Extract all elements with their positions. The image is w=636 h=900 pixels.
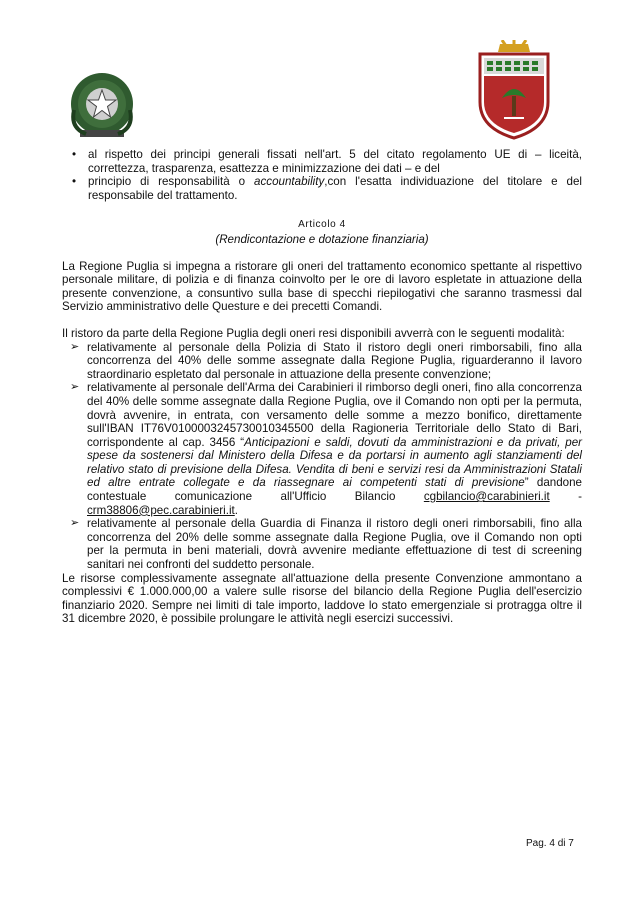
bullet-icon: • bbox=[72, 148, 77, 161]
bullet-text-c: ,con l'esatta individuazione del titolare e del responsabile del trattamento. bbox=[88, 175, 582, 202]
bullet-item bbox=[62, 175, 582, 202]
bullet-item bbox=[62, 148, 582, 175]
carabinieri-text-italic: Anticipazioni e saldi, dovuti da amministrazioni e da privati, per spese da sostenersi dal Ministero della Difesa e da portarsi in aumento agli stanziamenti del relativo stato di previsione della Difesa. Vendita di beni e servizi resi da Amministrazioni Statali ed altre entrate collegate e da riassegnare ai competenti stati di previsione bbox=[87, 435, 583, 490]
arrow-bullet-icon: ➢ bbox=[70, 381, 80, 394]
paragraph-modalita: Il ristoro da parte della Regione Puglia degli oneri resi disponibili avverrà con le seguenti modalità: bbox=[62, 326, 565, 340]
list-item-carabinieri bbox=[62, 381, 582, 517]
list-item-polizia bbox=[62, 341, 582, 382]
regione-puglia-emblem bbox=[474, 40, 554, 140]
email-link-pec[interactable]: crm38806@pec.carabinieri.it bbox=[87, 503, 235, 517]
page-number: Pag. 4 di 7 bbox=[526, 838, 574, 849]
paragraph-ristoro: La Regione Puglia si impegna a ristorare gli oneri del trattamento economico spettante al rispettivo personale militare, di polizia e di finanza coinvolto per le ore di lavoro espletate in attuazione della presente convenzione, a consuntivo sulla base di specchi riepilogativi che saranno trasmessi dal Servizio amministrativo delle Questure e dei precetti Comandi. bbox=[62, 259, 582, 314]
italian-republic-emblem bbox=[66, 70, 138, 142]
finanza-text: relativamente al personale della Guardia di Finanza il ristoro degli oneri rimborsabili, fino alla concorrenza del 20% delle somme assegnate dalla Regione Puglia, ove il Comando non opti per la permuta in beni materiali, dovrà avvenire mediante effettuazione di test di screening sanitari nei confronti del suddetto personale. bbox=[87, 517, 582, 572]
carabinieri-text-e: . bbox=[234, 503, 238, 517]
bullet-text: al rispetto dei principi generali fissati nell'art. 5 del citato regolamento UE di – liceità, correttezza, trasparenza, esattezza e minimizzazione dei dati – e del bbox=[88, 148, 582, 175]
carabinieri-text-d: - bbox=[549, 490, 582, 504]
carabinieri-text-c: ” dandone contestuale comunicazione all'Ufficio Bilancio bbox=[87, 476, 583, 504]
polizia-text: relativamente al personale della Polizia di Stato il ristoro degli oneri rimborsabili, fino alla concorrenza del 40% delle somme assegnate dalla Regione Puglia, riguarderanno il lavoro straordinario espletato dal personale in attuazione della presente convenzione; bbox=[87, 340, 582, 381]
article-title: Articolo 4 bbox=[298, 219, 346, 231]
page-body bbox=[62, 148, 582, 626]
arrow-bullet-icon: ➢ bbox=[70, 517, 80, 530]
paragraph-risorse: Le risorse complessivamente assegnate all'attuazione della presente Convenzione ammontano a complessivi € 1.000.000,00 a valere sulle risorse del bilancio della Regione Puglia dell'esercizio finanziario 2020. Sempre nei limiti di tale importo, laddove lo stato emergenziale si protragga oltre il 31 dicembre 2020, è possibile prolungare le attività negli esercizi successivi. bbox=[62, 571, 582, 626]
article-subtitle: (Rendicontazione e dotazione finanziaria) bbox=[215, 232, 429, 246]
arrow-bullet-icon: ➢ bbox=[70, 340, 80, 353]
bullet-text-a: principio di responsabilità o bbox=[88, 175, 255, 189]
bullet-text-accountability: accountability bbox=[254, 175, 325, 189]
list-item-finanza bbox=[62, 517, 582, 571]
carabinieri-text-a: relativamente al personale dell'Arma dei Carabinieri il rimborso degli oneri, fino alla concorrenza del 40% delle somme assegnate dalla Regione Puglia, ove il Comando non opti per la permuta, dovrà avvenire, in entrata, con versamento delle somme a mezzo bonifico, direttamente sull'IBAN IT76V0100003245730010345500 della Ragioneria Territoriale dello Stato di Bari, corrispondente al cap. 3456 “ bbox=[87, 381, 582, 449]
email-link-bilancio[interactable]: cgbilancio@carabinieri.it bbox=[423, 490, 550, 504]
bullet-icon: • bbox=[72, 175, 77, 189]
